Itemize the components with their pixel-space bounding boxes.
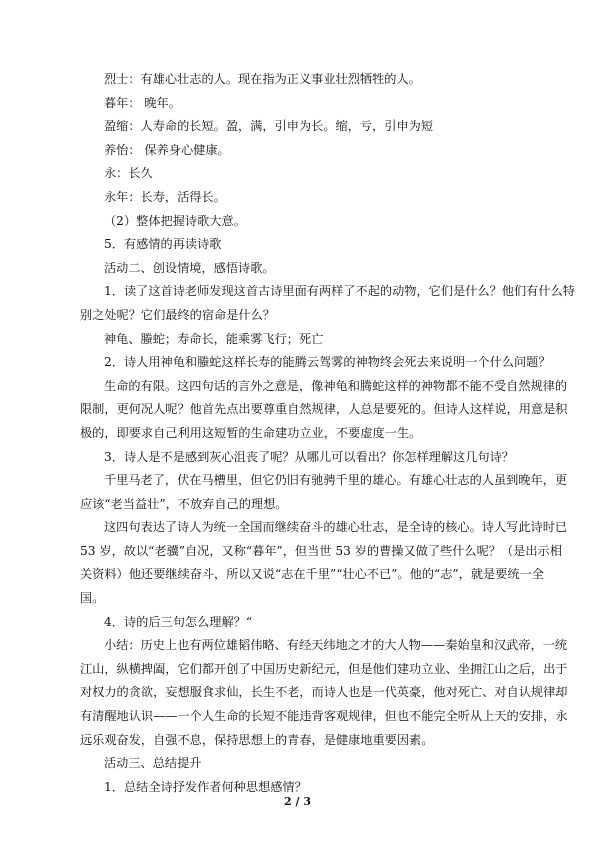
question-line: 1．总结全诗抒发作者何种思想感情？: [104, 779, 307, 794]
answer-line: 千里马老了，伏在马槽里，但它仍旧有驰骋千里的雄心。有雄心壮志的人虽到晚年，更: [104, 473, 568, 488]
answer-line: 神龟、螣蛇；寿命长，能乘雾飞行；死亡: [104, 331, 324, 346]
text-line: 养怡： 保养身心健康。: [104, 142, 230, 157]
summary-line: 小结：历史上也有两位雄韬伟略、有经天纬地之才的大人物——秦始皇和汉武帝，一统: [104, 638, 568, 653]
answer-line: 生命的有限。这四句话的言外之意是，像神龟和腾蛇这样的神物都不能不受自然规律的: [104, 378, 568, 393]
summary-line: 江山，纵横捭阖，它们都开创了中国历史新纪元，但是他们建功立业、坐拥江山之后，出于: [80, 661, 568, 676]
answer-line: 应该“老当益壮”，不放弃自己的理想。: [80, 496, 288, 511]
answer-line: 这四句表达了诗人为统一全国而继续奋斗的雄心壮志，是全诗的核心。诗人写此诗时已: [104, 520, 568, 535]
section-heading: 活动二、创设情境，感悟诗歌。: [104, 260, 275, 275]
text-line: 永：长久: [104, 166, 153, 181]
question-line: 2．诗人用神龟和螣蛇这样长寿的能腾云驾雾的神物终会死去来说明一个什么问题？: [104, 355, 551, 370]
answer-line: 国。: [80, 591, 105, 606]
summary-line: 有清醒地认识——一个人生命的长短不能违背客观规律，但也不能完全听从上天的安排，永: [80, 709, 568, 724]
text-line: （2）整体把握诗歌大意。: [104, 213, 246, 228]
text-line: 盈缩：人寿命的长短。盈，满，引申为长。缩，亏，引申为短: [104, 119, 434, 134]
document-body: [80, 68, 575, 799]
answer-line: 极的，即要求自己利用这短暂的生命建功立业，不要虚度一生。: [80, 425, 422, 440]
text-line: 5．有感情的再读诗歌: [104, 237, 222, 252]
question-line: 1．读了这首诗老师发现这首古诗里面有两样了不起的动物，它们是什么？他们有什么特: [104, 284, 575, 299]
answer-line: 限制，更何况人呢？他首先点出要尊重自然规律，人总是要死的。但诗人这样说，用意是积: [80, 402, 568, 417]
answer-line: 关资料）他还要继续奋斗，所以又说“志在千里”“壮心不已”。他的“志”，就是要统一全: [80, 567, 544, 582]
section-heading: 活动三、总结提升: [104, 756, 202, 771]
question-line: 别之处呢？它们最终的宿命是什么？: [80, 307, 275, 322]
question-line: 4．诗的后三句怎么理解？“: [104, 614, 253, 629]
answer-line: 53 岁，故以“老骥”自况，又称“暮年”，但当世 53 岁的曹操又做了些什么呢？（是出示相: [80, 543, 562, 558]
summary-line: 对权力的贪欲，妄想服食求仙，长生不老，而诗人也是一代英豪，他对死亡、对自认规律却: [80, 685, 568, 700]
text-line: 暮年： 晚年。: [104, 95, 181, 110]
text-line: 永年：长寿，活得长。: [104, 189, 226, 204]
text-line: 烈士：有雄心壮志的人。现在指为正义事业壮烈牺牲的人。: [104, 72, 421, 86]
summary-line: 远乐观奋发，自强不息，保持思想上的青春，是健康地重要因素。: [80, 732, 434, 747]
question-line: 3．诗人是不是感到灰心沮丧了呢？从哪儿可以看出？你怎样理解这几句诗？: [104, 449, 514, 464]
page-number: 2 / 3: [284, 795, 311, 808]
